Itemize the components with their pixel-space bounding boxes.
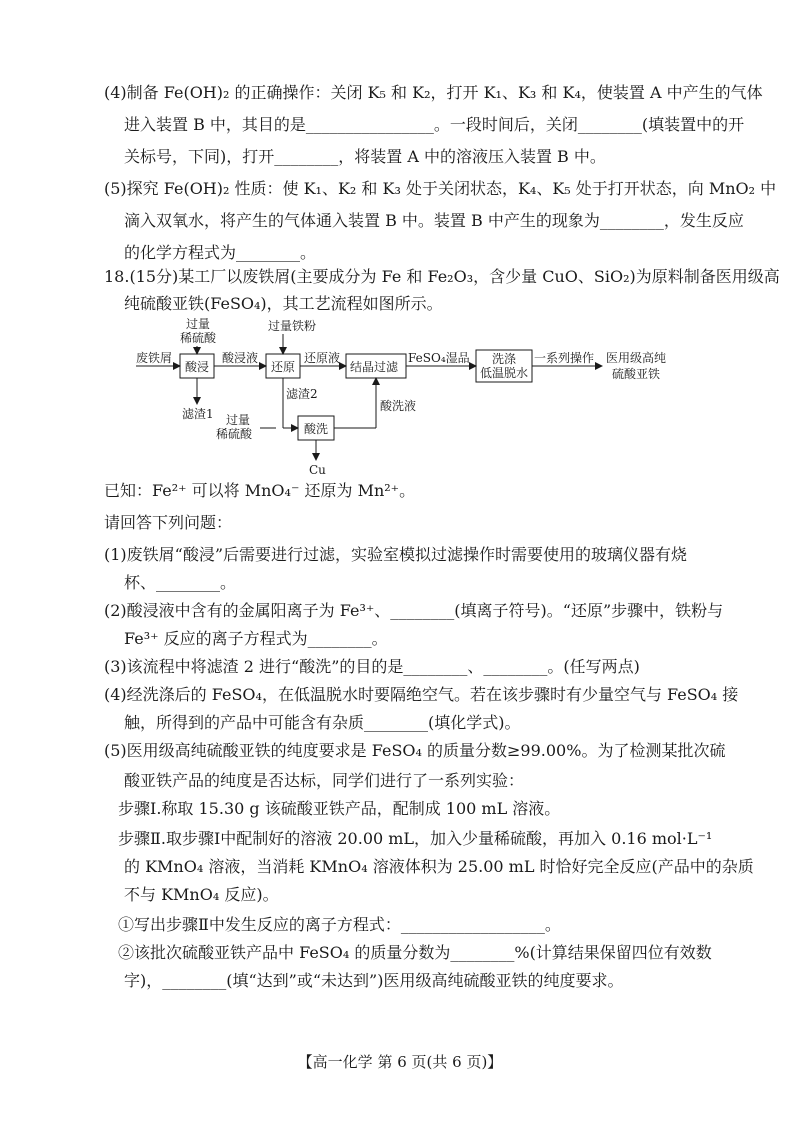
- raw-material: 废铁屑: [136, 351, 173, 365]
- page-footer: 【高一化学 第 6 页(共 6 页)】: [297, 1053, 503, 1071]
- label-reduced-liquor: 还原液: [304, 351, 341, 365]
- text-line: (5)医用级高纯硫酸亚铁的纯度要求是 FeSO₄ 的质量分数≥99.00%。为了检测某批次硫: [104, 741, 726, 760]
- text-line: 的化学方程式为________。: [124, 243, 317, 262]
- label-leach-liquor: 酸浸液: [222, 351, 259, 365]
- box-wash-a: 洗涤: [492, 352, 517, 366]
- text-line: 请回答下列问题：: [104, 513, 233, 532]
- text-line: 纯硫酸亚铁(FeSO₄)，其工艺流程如图所示。: [124, 294, 443, 313]
- wash-liquor: 酸洗液: [380, 399, 417, 413]
- text-line: (3)该流程中将滤渣 2 进行“酸洗”的目的是________、________。(任写两点): [104, 657, 640, 676]
- text-line: 步骤Ⅱ.取步骤Ⅰ中配制好的溶液 20.00 mL，加入少量稀硫酸，再加入 0.16 mol·L⁻¹: [118, 829, 713, 848]
- label-wet-crystal: FeSO₄湿品: [408, 351, 470, 365]
- text-line: ①写出步骤Ⅱ中发生反应的离子方程式：__________________。: [118, 915, 561, 934]
- box-reduce: 还原: [271, 360, 296, 374]
- label-series-ops: 一系列操作: [534, 351, 595, 365]
- text-line: 的 KMnO₄ 溶液，当消耗 KMnO₄ 溶液体积为 25.00 mL 时恰好完全反应(产品中的杂质: [124, 857, 754, 876]
- text-line: (5)探究 Fe(OH)₂ 性质：使 K₁、K₂ 和 K₃ 处于关闭状态，K₄、K₅ 处于打开状态，向 MnO₂ 中: [104, 179, 777, 198]
- residue-1: 滤渣1: [182, 407, 214, 421]
- text-line: (4)制备 Fe(OH)₂ 的正确操作：关闭 K₅ 和 K₂，打开 K₁、K₃ 和 K₄，使装置 A 中产生的气体: [104, 83, 763, 102]
- reagent-acid1-b: 稀硫酸: [180, 331, 217, 345]
- text-line: 字)，________(填“达到”或“未达到”)医用级高纯硫酸亚铁的纯度要求。: [124, 971, 624, 990]
- reagent-acid2-b: 稀硫酸: [216, 427, 253, 441]
- residue-2: 滤渣2: [286, 387, 318, 401]
- product-a: 医用级高纯: [606, 351, 667, 365]
- process-flow-diagram: [136, 318, 696, 478]
- box-crystallize: 结晶过滤: [350, 360, 399, 374]
- text-line: 步骤Ⅰ.称取 15.30 g 该硫酸亚铁产品，配制成 100 mL 溶液。: [118, 799, 561, 818]
- reagent-iron: 过量铁粉: [268, 319, 317, 333]
- box-wash-b: 低温脱水: [480, 366, 529, 380]
- text-line: ②该批次硫酸亚铁产品中 FeSO₄ 的质量分数为________%(计算结果保留四位有效数: [118, 943, 712, 962]
- text-line: 进入装置 B 中，其目的是________________。一段时间后，关闭________(填装置中的开: [124, 115, 745, 134]
- text-line: (1)废铁屑“酸浸”后需要进行过滤，实验室模拟过滤操作时需要使用的玻璃仪器有烧: [104, 545, 688, 564]
- box-acid-wash: 酸洗: [304, 422, 329, 436]
- text-line: 触，所得到的产品中可能含有杂质________(填化学式)。: [124, 713, 521, 732]
- reagent-acid1-a: 过量: [186, 318, 211, 331]
- text-line: 已知：Fe²⁺ 可以将 MnO₄⁻ 还原为 Mn²⁺。: [104, 481, 416, 500]
- text-line: Fe³⁺ 反应的离子方程式为________。: [124, 629, 388, 648]
- copper-product: Cu: [309, 463, 326, 477]
- product-b: 硫酸亚铁: [612, 367, 661, 381]
- text-line: 酸亚铁产品的纯度是否达标，同学们进行了一系列实验：: [124, 771, 525, 790]
- text-line: 滴入双氧水，将产生的气体通入装置 B 中。装置 B 中产生的现象为________，发生反应: [124, 211, 744, 230]
- text-line: 杯、________。: [124, 573, 237, 592]
- text-line: (4)经洗涤后的 FeSO₄，在低温脱水时要隔绝空气。若在该步骤时有少量空气与 FeSO₄ 接: [104, 685, 739, 704]
- text-line: 关标号，下同)，打开________，将装置 A 中的溶液压入装置 B 中。: [124, 147, 606, 166]
- reagent-acid2-a: 过量: [226, 413, 251, 427]
- box-acid-leach: 酸浸: [185, 360, 210, 374]
- text-line: 18.(15分)某工厂以废铁屑(主要成分为 Fe 和 Fe₂O₃，含少量 CuO、SiO₂)为原料制备医用级高: [104, 267, 780, 286]
- text-line: 不与 KMnO₄ 反应)。: [124, 885, 279, 904]
- text-line: (2)酸浸液中含有的金属阳离子为 Fe³⁺、________(填离子符号)。“还原”步骤中，铁粉与: [104, 601, 724, 620]
